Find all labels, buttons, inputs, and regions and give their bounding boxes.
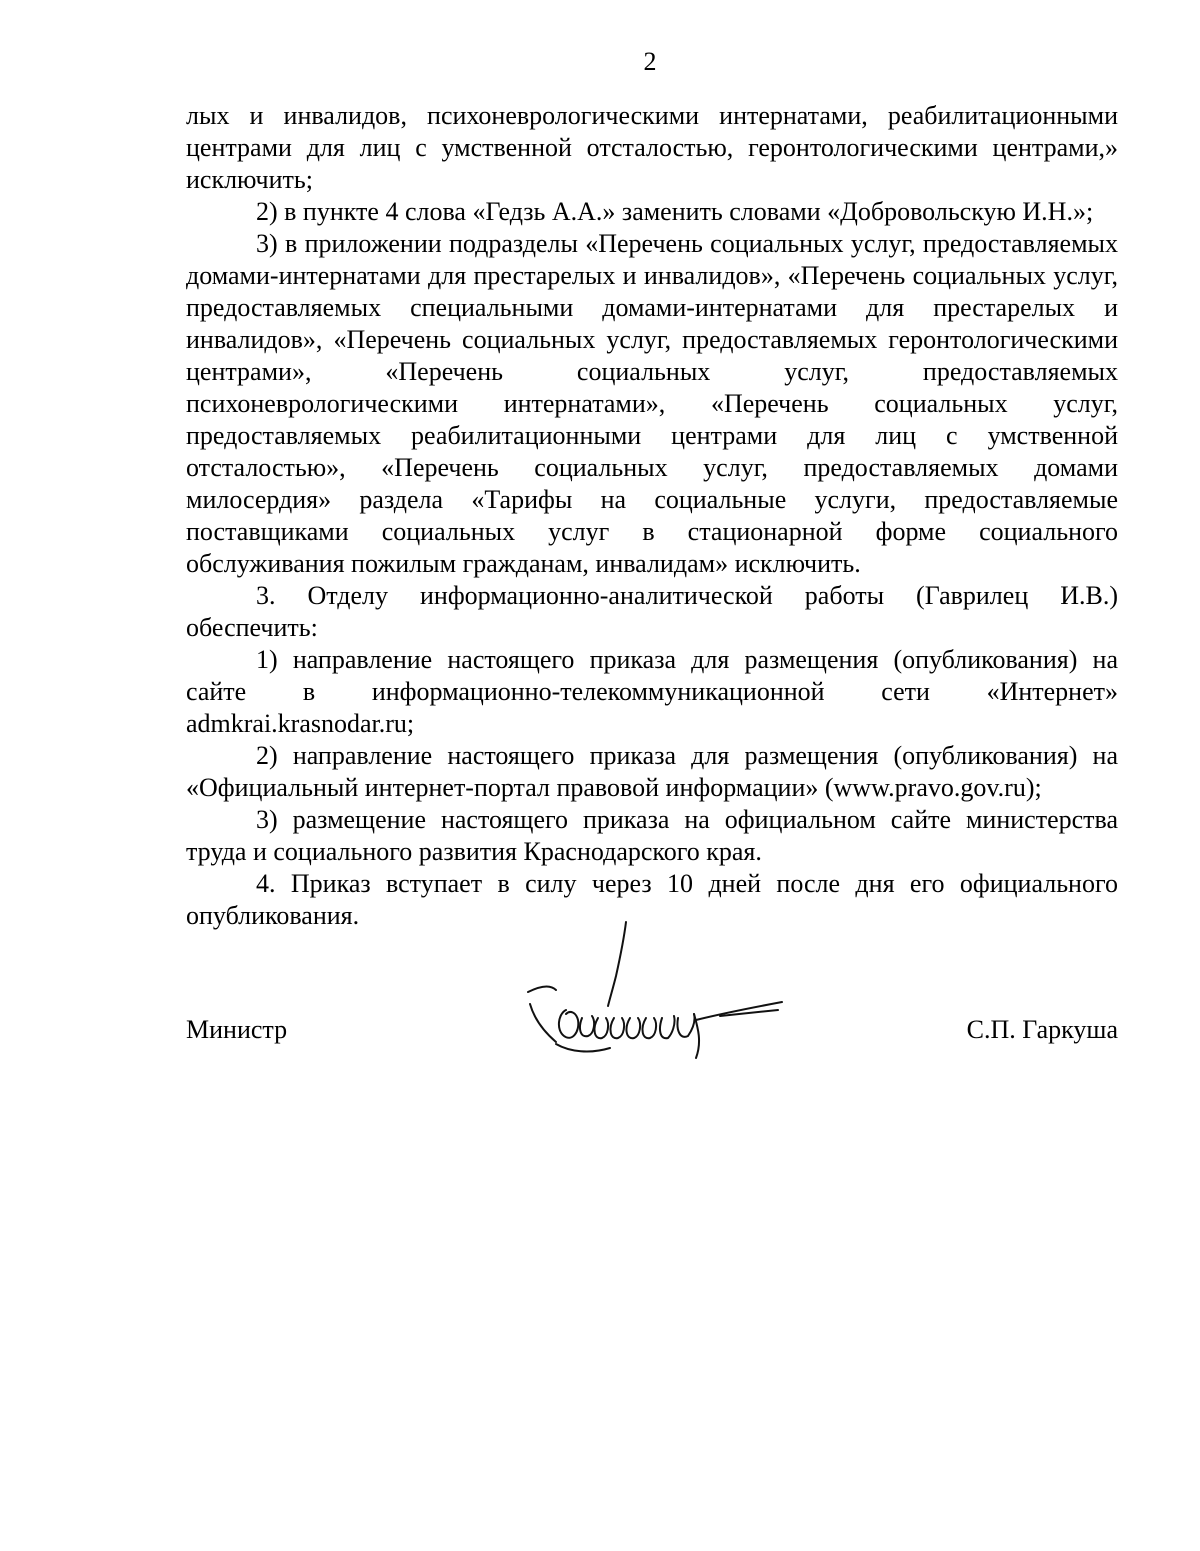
paragraph-item-3-1: 1) направление настоящего приказа для размещения (опубликования) на сайте в информационно-телекоммуникационной сети «Интернет» xyxy=(186,645,1118,706)
page-number: 2 xyxy=(643,47,657,76)
signature-block xyxy=(186,1014,1118,1054)
paragraph-item-3-3: 3) размещение настоящего приказа на официальном сайте министерства труда и социального развития Краснодарского края. xyxy=(186,805,1118,866)
paragraph-section-4: 4. Приказ вступает в силу через 10 дней после дня его официального опубликования. xyxy=(186,869,1118,930)
signatory-name: С.П. Гаркуша xyxy=(966,1015,1118,1044)
document-body xyxy=(186,100,1118,932)
paragraph-continuation: лых и инвалидов, психоневрологическими интернатами, реабилитационными центрами для лиц с умственной отсталостью, геронтологическими центрами,» исключить; xyxy=(186,101,1118,194)
handwritten-signature xyxy=(520,918,790,1078)
paragraph-item-2-3: 3) в приложении подразделы «Перечень социальных услуг, предоставляемых домами-интернатами для престарелых и инвалидов», «Перечень социальных услуг, предоставляемых специальными домами-интернатами для престарелых и инвалидов», «Перечень социальных услуг, предоставляемых геронтологическими центрами», «Перечень социальных услуг, предоставляемых психоневрологическими интернатами», «Перечень социальных услуг, предоставляемых реабилитационными центрами для лиц с умственной отсталостью», «Перечень социальных услуг, предоставляемых домами милосердия» раздела «Тарифы на социальные услуги, предоставляемые поставщиками социальных услуг в стационарной форме социального обслуживания пожилым гражданам, инвалидам» исключить. xyxy=(186,229,1118,578)
paragraph-section-3: 3. Отделу информационно-аналитической работы (Гаврилец И.В.) обеспечить: xyxy=(186,581,1118,642)
paragraph-item-2-2: 2) в пункте 4 слова «Гедзь А.А.» заменить словами «Добровольскую И.Н.»; xyxy=(256,197,1094,226)
paragraph-item-3-1-site: admkrai.krasnodar.ru; xyxy=(186,709,415,738)
paragraph-item-3-2: 2) направление настоящего приказа для размещения (опубликования) на «Официальный интернет-портал правовой информации» (www.pravo.gov.ru); xyxy=(186,741,1118,802)
signatory-title: Министр xyxy=(186,1015,288,1044)
